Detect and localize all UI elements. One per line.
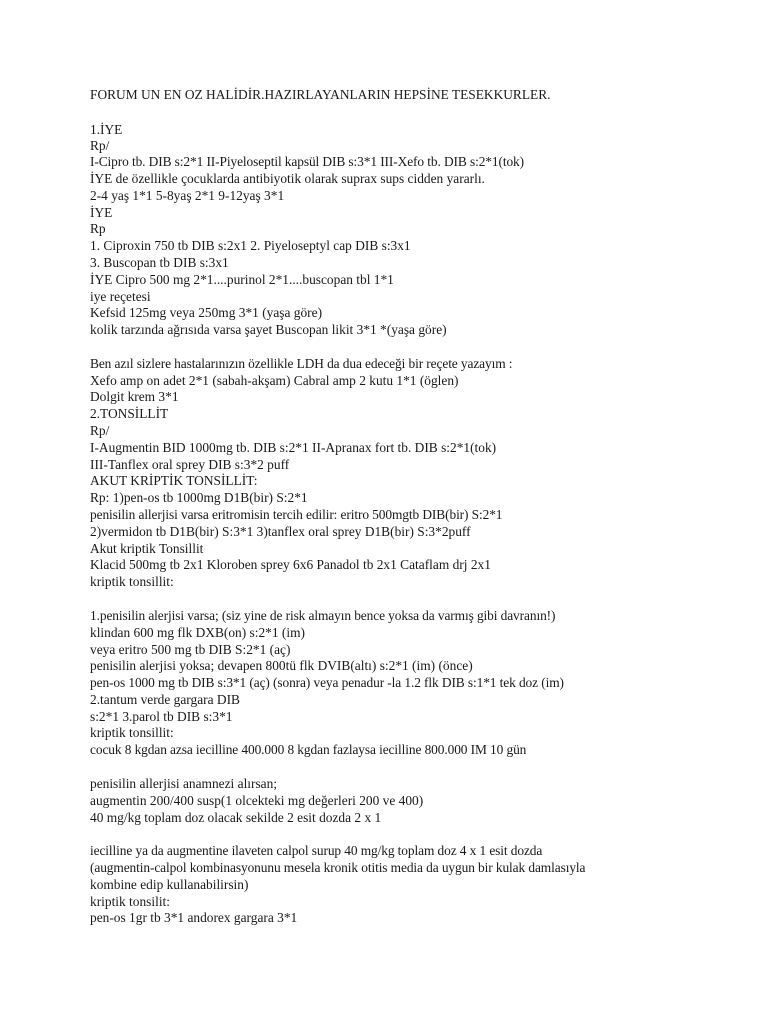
text-line: I-Augmentin BID 1000mg tb. DIB s:2*1 II-Apranax fort tb. DIB s:2*1(tok)	[90, 440, 497, 455]
text-line: pen-os 1gr tb 3*1 andorex gargara 3*1	[90, 910, 298, 925]
text-line: 1.penisilin alerjisi varsa; (siz yine de risk almayın bence yoksa da varmış gibi davranın!)	[90, 608, 556, 623]
text-line: 2)vermidon tb D1B(bir) S:3*1 3)tanflex oral sprey D1B(bir) S:3*2puff	[90, 524, 471, 539]
section-title: 2.TONSİLLİT	[90, 406, 169, 421]
text-line: kriptik tonsillit:	[90, 725, 174, 740]
text-line: veya eritro 500 mg tb DIB S:2*1 (aç)	[90, 642, 291, 657]
section-title: 1.İYE	[90, 122, 123, 137]
text-line: (augmentin-calpol kombinasyonunu mesela kronik otitis media da uygun bir kulak damlasıyla	[90, 860, 586, 875]
text-line: III-Tanflex oral sprey DIB s:3*2 puff	[90, 457, 290, 472]
text-line: I-Cipro tb. DIB s:2*1 II-Piyeloseptil kapsül DIB s:3*1 III-Xefo tb. DIB s:2*1(tok)	[90, 154, 525, 169]
text-line: İYE	[90, 205, 113, 220]
text-line: klindan 600 mg flk DXB(on) s:2*1 (im)	[90, 625, 305, 640]
text-line: Dolgit krem 3*1	[90, 389, 179, 404]
text-line: 40 mg/kg toplam doz olacak sekilde 2 esit dozda 2 x 1	[90, 810, 382, 825]
text-line: Rp: 1)pen-os tb 1000mg D1B(bir) S:2*1	[90, 490, 308, 505]
text-line: kriptik tonsilit:	[90, 894, 170, 909]
text-line: Akut kriptik Tonsillit	[90, 541, 204, 556]
text-line: Xefo amp on adet 2*1 (sabah-akşam) Cabral amp 2 kutu 1*1 (öglen)	[90, 373, 459, 388]
text-line: iye reçetesi	[90, 289, 151, 304]
text-line: Rp/	[90, 138, 110, 153]
text-line: AKUT KRİPTİK TONSİLLİT:	[90, 473, 258, 488]
text-line: 2.tantum verde gargara DIB	[90, 692, 240, 707]
text-line: 2-4 yaş 1*1 5-8yaş 2*1 9-12yaş 3*1	[90, 188, 285, 203]
text-line: penisilin alerjisi yoksa; devapen 800tü flk DVIB(altı) s:2*1 (im) (önce)	[90, 658, 473, 673]
text-line: kombine edip kullanabilirsin)	[90, 877, 249, 892]
text-line: cocuk 8 kgdan azsa iecilline 400.000 8 kgdan fazlaysa iecilline 800.000 IM 10 gün	[90, 742, 527, 757]
text-line: Rp	[90, 221, 106, 236]
text-line: Ben azıl sizlere hastalarınızın özellikle LDH da dua edeceği bir reçete yazayım :	[90, 356, 513, 371]
text-line: 3. Buscopan tb DIB s:3x1	[90, 255, 229, 270]
text-line: Rp/	[90, 423, 110, 438]
text-line: augmentin 200/400 susp(1 olcekteki mg değerleri 200 ve 400)	[90, 793, 424, 808]
text-line: s:2*1 3.parol tb DIB s:3*1	[90, 709, 233, 724]
text-line: kolik tarzında ağrısıda varsa şayet Buscopan likit 3*1 *(yaşa göre)	[90, 322, 447, 337]
text-line: penisilin allerjisi varsa eritromisin tercih edilir: eritro 500mgtb DIB(bir) S:2*1	[90, 507, 503, 522]
text-line: Klacid 500mg tb 2x1 Kloroben sprey 6x6 Panadol tb 2x1 Cataflam drj 2x1	[90, 557, 491, 572]
text-line: İYE de özellikle çocuklarda antibiyotik olarak suprax sups cidden yararlı.	[90, 171, 485, 186]
text-line: iecilline ya da augmentine ilaveten calpol surup 40 mg/kg toplam doz 4 x 1 esit dozda	[90, 843, 543, 858]
text-line: kriptik tonsillit:	[90, 574, 174, 589]
text-line: pen-os 1000 mg tb DIB s:3*1 (aç) (sonra) veya penadur -la 1.2 flk DIB s:1*1 tek doz (im)	[90, 675, 564, 690]
document-heading: FORUM UN EN OZ HALİDİR.HAZIRLAYANLARIN HEPSİNE TESEKKURLER.	[90, 87, 551, 102]
text-line: İYE Cipro 500 mg 2*1....purinol 2*1....buscopan tbl 1*1	[90, 272, 394, 287]
text-line: penisilin allerjisi anamnezi alırsan;	[90, 776, 278, 791]
text-line: 1. Ciproxin 750 tb DIB s:2x1 2. Piyeloseptyl cap DIB s:3x1	[90, 238, 411, 253]
text-line: Kefsid 125mg veya 250mg 3*1 (yaşa göre)	[90, 305, 323, 320]
